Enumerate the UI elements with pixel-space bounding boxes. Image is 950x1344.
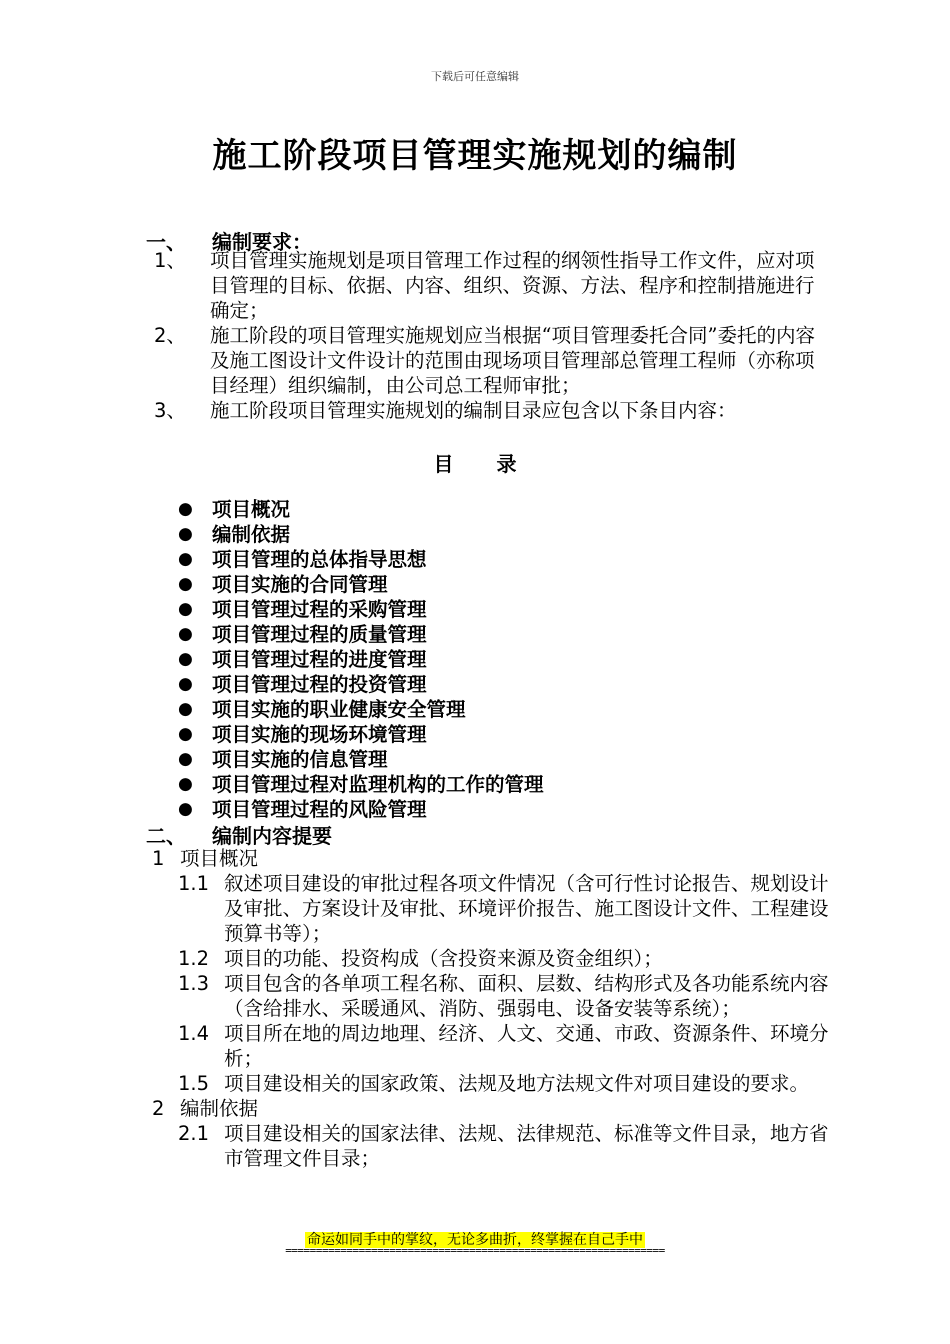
- bullet-icon: ●: [178, 549, 193, 569]
- bullet-icon: ●: [178, 499, 193, 519]
- toc-item-label: 项目管理过程的进度管理: [212, 648, 427, 671]
- item-text: 项目的功能、投资构成（含投资来源及资金组织）；: [224, 947, 663, 970]
- item-number: 1、: [154, 249, 186, 272]
- toc-item: [178, 647, 544, 672]
- group-label: 项目概况: [180, 847, 259, 870]
- content-outline: [150, 846, 830, 1171]
- toc-item-label: 项目管理过程的风险管理: [212, 798, 427, 821]
- section-label: 编制要求：: [212, 230, 312, 254]
- toc-item: [178, 772, 544, 797]
- toc-item-label: 项目管理过程的采购管理: [212, 598, 427, 621]
- toc-item-label: 项目实施的职业健康安全管理: [212, 698, 466, 721]
- group-label: 编制依据: [180, 1097, 259, 1120]
- item-text: 项目建设相关的国家法律、法规、法律规范、标准等文件目录，地方省市管理文件目录；: [224, 1122, 829, 1170]
- list-item: [150, 398, 815, 423]
- bullet-icon: ●: [178, 749, 193, 769]
- toc-item-label: 项目管理过程的投资管理: [212, 673, 427, 696]
- outline-group: [150, 1096, 830, 1121]
- section-number: 一、: [146, 230, 186, 254]
- section-label: 编制内容提要: [212, 824, 332, 848]
- toc-item: [178, 747, 544, 772]
- requirements-list: [150, 248, 815, 423]
- item-number: 1.5: [178, 1072, 210, 1095]
- outline-item: [178, 946, 830, 971]
- footer-rule: ==============================================================: [285, 1244, 665, 1257]
- outline-item: [178, 1021, 830, 1071]
- section-heading-content: [146, 820, 332, 849]
- bullet-icon: ●: [178, 774, 193, 794]
- outline-item: [178, 1071, 830, 1096]
- toc-item: [178, 797, 544, 822]
- bullet-icon: ●: [178, 674, 193, 694]
- toc-item: [178, 572, 544, 597]
- item-number: 2、: [154, 324, 186, 347]
- item-text: 项目管理实施规划是项目管理工作过程的纲领性指导工作文件，应对项目管理的目标、依据、内容、组织、资源、方法、程序和控制措施进行确定；: [210, 249, 815, 322]
- bullet-icon: ●: [178, 724, 193, 744]
- toc-item-label: 编制依据: [212, 523, 291, 546]
- item-text: 施工阶段的项目管理实施规划应当根据“项目管理委托合同”委托的内容及施工图设计文件设计的范围由现场项目管理部总管理工程师（亦称项目经理）组织编制，由公司总工程师审批；: [210, 324, 815, 397]
- toc-item: [178, 597, 544, 622]
- toc-item-label: 项目管理过程对监理机构的工作的管理: [212, 773, 544, 796]
- item-text: 施工阶段项目管理实施规划的编制目录应包含以下条目内容：: [210, 399, 737, 422]
- toc-item-label: 项目管理的总体指导思想: [212, 548, 427, 571]
- toc-item: [178, 547, 544, 572]
- outline-item: [178, 971, 830, 1021]
- toc-item: [178, 672, 544, 697]
- bullet-icon: ●: [178, 624, 193, 644]
- toc-item: [178, 497, 544, 522]
- toc-item-label: 项目概况: [212, 498, 291, 521]
- item-text: 项目包含的各单项工程名称、面积、层数、结构形式及各功能系统内容（含给排水、采暖通风、消防、强弱电、设备安装等系统）；: [224, 972, 829, 1020]
- item-number: 1.3: [178, 972, 210, 995]
- bullet-icon: ●: [178, 574, 193, 594]
- list-item: [150, 323, 815, 398]
- toc-item-label: 项目管理过程的质量管理: [212, 623, 427, 646]
- group-number: 1: [152, 847, 165, 870]
- item-text: 项目所在地的周边地理、经济、人文、交通、市政、资源条件、环境分析；: [224, 1022, 829, 1070]
- toc-item-label: 项目实施的现场环境管理: [212, 723, 427, 746]
- outline-group: [150, 846, 830, 871]
- footer-slogan-text: 命运如同手中的掌纹，无论多曲折，终掌握在自己手中: [307, 1232, 643, 1248]
- toc-item-label: 项目实施的信息管理: [212, 748, 388, 771]
- bullet-icon: ●: [178, 599, 193, 619]
- list-item: [150, 248, 815, 323]
- bullet-icon: ●: [178, 799, 193, 819]
- item-number: 1.4: [178, 1022, 210, 1045]
- toc-item: [178, 622, 544, 647]
- item-number: 2.1: [178, 1122, 210, 1145]
- toc-item-label: 项目实施的合同管理: [212, 573, 388, 596]
- document-title: 施工阶段项目管理实施规划的编制: [212, 136, 738, 176]
- item-number: 1.2: [178, 947, 210, 970]
- item-text: 项目建设相关的国家政策、法规及地方法规文件对项目建设的要求。: [224, 1072, 810, 1095]
- outline-item: [178, 871, 830, 946]
- toc-item: [178, 697, 544, 722]
- item-number: 1.1: [178, 872, 210, 895]
- toc-title: 目 录: [433, 452, 535, 476]
- group-number: 2: [152, 1097, 165, 1120]
- header-note: 下载后可任意编辑: [431, 70, 519, 83]
- toc-list: [178, 497, 544, 822]
- toc-item: [178, 522, 544, 547]
- item-text: 叙述项目建设的审批过程各项文件情况（含可行性讨论报告、规划设计及审批、方案设计及审批、环境评价报告、施工图设计文件、工程建设预算书等）；: [224, 872, 829, 945]
- bullet-icon: ●: [178, 649, 193, 669]
- outline-item: [178, 1121, 830, 1171]
- toc-item: [178, 722, 544, 747]
- section-number: 二、: [146, 824, 186, 848]
- item-number: 3、: [154, 399, 186, 422]
- bullet-icon: ●: [178, 699, 193, 719]
- bullet-icon: ●: [178, 524, 193, 544]
